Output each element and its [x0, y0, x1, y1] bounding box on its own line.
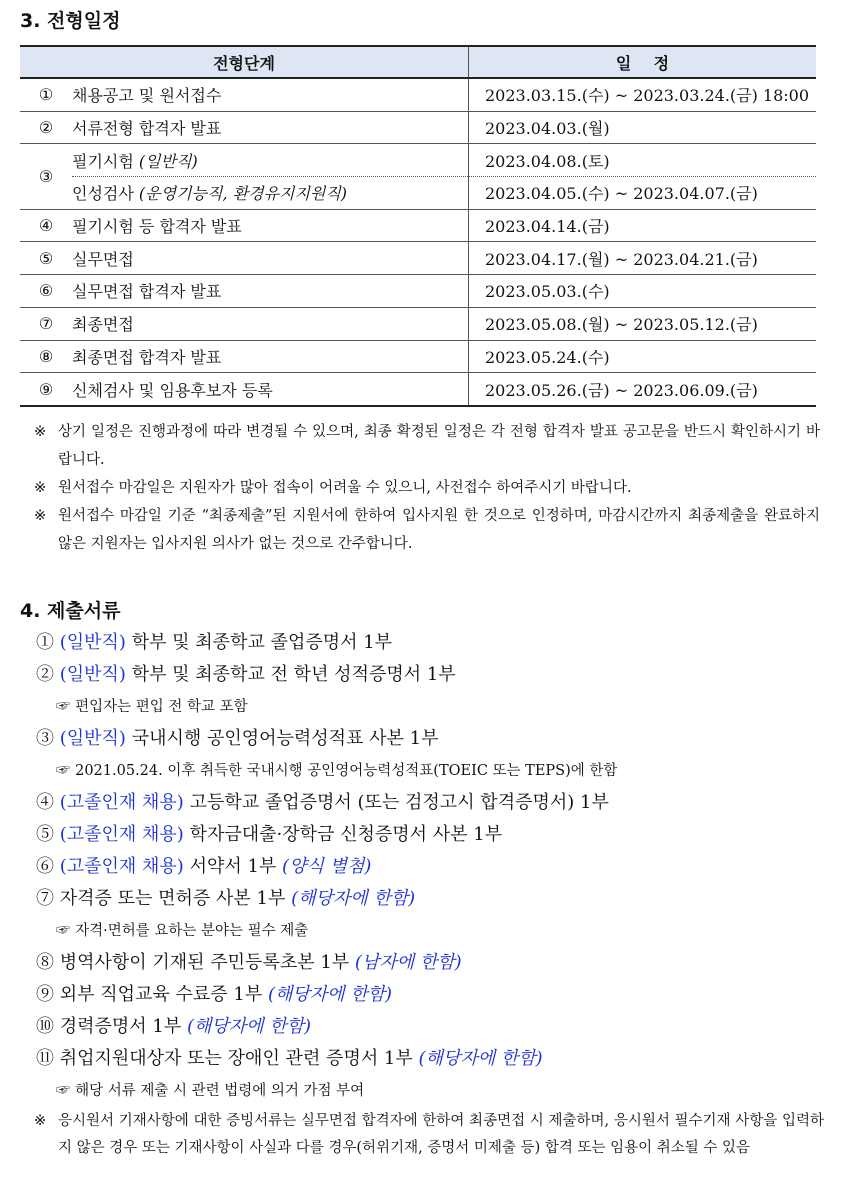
note-item [34, 474, 820, 502]
doc-text: 병역사항이 기재된 주민등록초본 1부 [59, 952, 350, 973]
table-row [20, 111, 816, 144]
documents-list [36, 627, 826, 1107]
doc-note: (해당자에 한함) [267, 984, 393, 1005]
doc-note: (해당자에 한함) [418, 1048, 543, 1069]
doc-tag: (고졸인재 채용) [59, 824, 184, 845]
table-row [20, 177, 816, 210]
doc-text: 국내시행 공인영어능력성적표 사본 1부 [131, 728, 439, 749]
doc-number: ⑥ [36, 856, 54, 877]
doc-text: 고등학교 졸업증명서 (또는 검정고시 합격증명서) 1부 [189, 792, 609, 813]
stage-personality-test-note: (운영기능직, 환경유지지원직) [138, 184, 348, 204]
stage-name [72, 177, 469, 210]
doc-note: (해당자에 한함) [291, 888, 416, 909]
stage-name [72, 144, 469, 177]
note-item [34, 502, 820, 558]
doc-text: 학부 및 최종학교 졸업증명서 1부 [131, 632, 393, 653]
schedule-table [20, 45, 816, 407]
table-row [20, 275, 816, 308]
list-item [36, 1011, 826, 1043]
doc-note: (해당자에 한함) [186, 1016, 312, 1037]
stage-name: 서류전형 합격자 발표 [72, 111, 469, 144]
doc-text: 외부 직업교육 수료증 1부 [59, 984, 263, 1005]
list-item [36, 979, 826, 1011]
note-text: 상기 일정은 진행과정에 따라 변경될 수 있으며, 최종 확정된 일정은 각 전형 합격자 발표 공고문을 반드시 확인하시기 바랍니다. [58, 424, 820, 468]
doc-number: ② [36, 664, 54, 685]
note-mark: ※ [34, 480, 47, 496]
table-row [20, 242, 816, 275]
note-mark: ※ [34, 1113, 47, 1129]
stage-name: 신체검사 및 임용후보자 등록 [72, 373, 469, 406]
doc-subnote: ☞ 2021.05.24. 이후 취득한 국내시행 공인영어능력성적표(TOEIC 또는 TEPS)에 한함 [56, 763, 618, 779]
row-number: ③ [20, 144, 72, 209]
stage-date: 2023.04.05.(수) ~ 2023.04.07.(금) [469, 177, 817, 210]
doc-text: 취업지원대상자 또는 장애인 관련 증명서 1부 [59, 1048, 413, 1069]
stage-date: 2023.05.24.(수) [469, 340, 817, 373]
stage-name: 최종면접 합격자 발표 [72, 340, 469, 373]
note-mark: ※ [34, 424, 47, 440]
table-row [20, 144, 816, 177]
stage-name: 채용공고 및 원서접수 [72, 78, 469, 111]
doc-number: ⑧ [36, 952, 54, 973]
row-number: ② [20, 111, 72, 144]
doc-number: ⑦ [36, 888, 54, 909]
header-schedule: 일 정 [469, 46, 817, 78]
row-number: ⑦ [20, 307, 72, 340]
doc-number: ④ [36, 792, 54, 813]
doc-number: ⑤ [36, 824, 54, 845]
row-number: ⑤ [20, 242, 72, 275]
doc-text: 학자금대출·장학금 신청증명서 사본 1부 [189, 824, 503, 845]
doc-text: 경력증명서 1부 [59, 1016, 182, 1037]
table-row [20, 373, 816, 406]
row-number: ④ [20, 209, 72, 242]
stage-date: 2023.03.15.(수) ~ 2023.03.24.(금) 18:00 [469, 78, 817, 111]
note-text: 원서접수 마감일은 지원자가 많아 접속이 어려울 수 있으니, 사전접수 하여주시기 바랍니다. [58, 480, 632, 496]
doc-tag: (일반직) [59, 632, 126, 653]
doc-tag: (고졸인재 채용) [59, 856, 184, 877]
stage-date: 2023.04.03.(월) [469, 111, 817, 144]
row-number: ⑧ [20, 340, 72, 373]
row-number: ① [20, 78, 72, 111]
stage-name: 실무면접 [72, 242, 469, 275]
list-item [36, 723, 826, 755]
doc-subnote: ☞ 해당 서류 제출 시 관련 법령에 의거 가점 부여 [56, 1083, 365, 1099]
section-title-schedule: 3. 전형일정 [20, 10, 121, 32]
note-text: 응시원서 기재사항에 대한 증빙서류는 실무면접 합격자에 한하여 최종면접 시 제출하며, 응시원서 필수기재 사항을 입력하지 않은 경우 또는 기재사항이 사실과 다를 경우(허위기재, 증명서 미제출 등) 합격 또는 임용이 취소될 수 있음 [58, 1113, 824, 1156]
stage-date: 2023.04.14.(금) [469, 209, 817, 242]
doc-tag: (일반직) [59, 728, 126, 749]
doc-text: 자격증 또는 면허증 사본 1부 [59, 888, 286, 909]
doc-text: 학부 및 최종학교 전 학년 성적증명서 1부 [131, 664, 456, 685]
stage-name: 필기시험 등 합격자 발표 [72, 209, 469, 242]
doc-tag: (고졸인재 채용) [59, 792, 184, 813]
doc-number: ⑪ [36, 1048, 54, 1069]
stage-written-exam-note: (일반직) [138, 151, 198, 171]
list-item [36, 883, 826, 915]
row-number: ⑨ [20, 373, 72, 406]
table-row [20, 209, 816, 242]
table-row [20, 78, 816, 111]
schedule-notes [34, 418, 820, 558]
stage-date: 2023.05.03.(수) [469, 275, 817, 308]
header-stage: 전형단계 [20, 46, 469, 78]
stage-date: 2023.04.17.(월) ~ 2023.04.21.(금) [469, 242, 817, 275]
note-mark: ※ [34, 508, 47, 524]
doc-number: ① [36, 632, 54, 653]
list-item [36, 947, 826, 979]
stage-personality-test: 인성검사 [72, 184, 134, 204]
doc-number: ③ [36, 728, 54, 749]
list-item [36, 627, 826, 659]
list-item [36, 659, 826, 691]
stage-date: 2023.04.08.(토) [469, 144, 817, 177]
stage-written-exam: 필기시험 [72, 151, 134, 171]
doc-number: ⑩ [36, 1016, 54, 1037]
table-row [20, 307, 816, 340]
note-item [34, 418, 820, 474]
row-number: ⑥ [20, 275, 72, 308]
doc-subnote: ☞ 편입자는 편입 전 학교 포함 [56, 699, 248, 715]
doc-note: (남자에 한함) [354, 952, 462, 973]
list-item [36, 819, 826, 851]
note-text: 원서접수 마감일 기준 “최종제출”된 지원서에 한하여 입사지원 한 것으로 인정하며, 마감시간까지 최종제출을 완료하지 않은 지원자는 입사지원 의사가 없는 것으로 간주합니다. [58, 508, 820, 552]
stage-date: 2023.05.08.(월) ~ 2023.05.12.(금) [469, 307, 817, 340]
list-item [36, 851, 826, 883]
section-title-documents: 4. 제출서류 [20, 600, 121, 622]
doc-text: 서약서 1부 [189, 856, 277, 877]
stage-name: 최종면접 [72, 307, 469, 340]
list-item [36, 787, 826, 819]
list-item [36, 1043, 826, 1075]
stage-name: 실무면접 합격자 발표 [72, 275, 469, 308]
stage-date: 2023.05.26.(금) ~ 2023.06.09.(금) [469, 373, 817, 406]
final-note [34, 1108, 824, 1162]
doc-number: ⑨ [36, 984, 54, 1005]
doc-note: (양식 별첨) [282, 856, 372, 877]
doc-subnote: ☞ 자격·면허를 요하는 분야는 필수 제출 [56, 923, 309, 939]
doc-tag: (일반직) [59, 664, 126, 685]
table-row [20, 340, 816, 373]
